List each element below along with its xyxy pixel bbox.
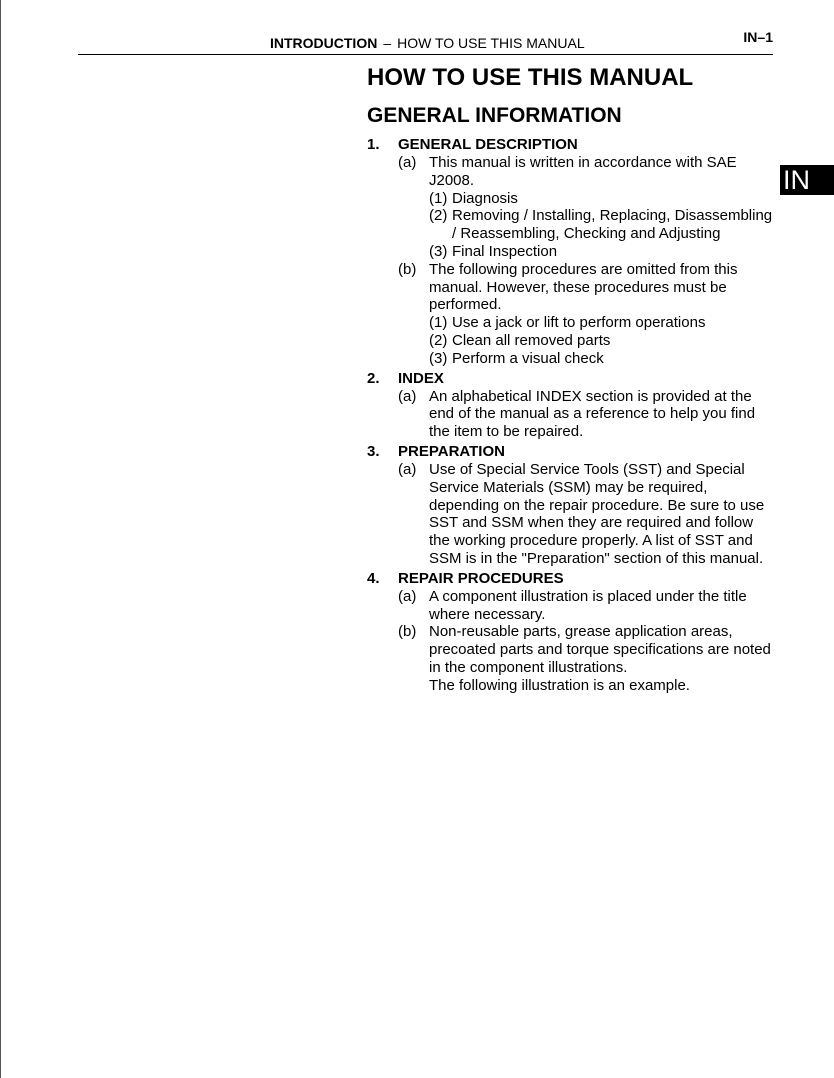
sub-item-text-line: Use a jack or lift to perform operations [452, 314, 706, 332]
section-heading-text: PREPARATION [398, 442, 505, 460]
page-number: IN–1 [743, 29, 773, 45]
sub-item-text-line: / Reassembling, Checking and Adjusting [452, 225, 721, 243]
sub-item-text-line: Final Inspection [452, 242, 558, 260]
section-number: 3. [367, 442, 380, 460]
item-text-line: J2008. [429, 171, 475, 189]
list-item [367, 261, 775, 368]
list-item [367, 388, 775, 441]
page-header [78, 28, 773, 55]
section-number: 1. [367, 136, 380, 153]
section-2 [367, 370, 775, 441]
page-subtitle: GENERAL INFORMATION [367, 104, 622, 127]
item-letter: (a) [398, 154, 417, 171]
sub-item-text-line: Clean all removed parts [452, 331, 611, 349]
item-text-line: SST and SSM when they are required and follow [429, 514, 754, 532]
section-number: 4. [367, 569, 380, 587]
sub-item-number: (2) [429, 207, 448, 225]
item-text-line: The following illustration is an example. [429, 676, 690, 694]
header-section: INTRODUCTION [270, 35, 378, 51]
item-text-line: in the component illustrations. [429, 658, 628, 676]
section-4 [367, 570, 775, 695]
item-text-line: SSM is in the "Preparation" section of this manual. [429, 549, 764, 567]
section-heading-text: INDEX [398, 369, 444, 387]
list-item [367, 154, 775, 261]
item-text-line: end of the manual as a reference to help you find [429, 405, 756, 423]
main-content [367, 62, 775, 695]
list-item [367, 588, 775, 624]
item-text-line: the item to be repaired. [429, 423, 584, 441]
section-number: 2. [367, 369, 380, 387]
section-1 [367, 136, 775, 368]
item-letter: (a) [398, 460, 417, 478]
list-item [367, 461, 775, 568]
section-heading-text: REPAIR PROCEDURES [398, 569, 564, 587]
item-text-line: precoated parts and torque specifications are noted [429, 641, 771, 659]
item-letter: (a) [398, 587, 417, 605]
section-heading-text: GENERAL DESCRIPTION [398, 136, 578, 153]
sub-item [429, 207, 775, 243]
sub-item-number: (1) [429, 314, 448, 332]
section-heading [367, 136, 775, 154]
sub-item [429, 190, 775, 208]
item-text-line: where necessary. [429, 605, 546, 623]
item-text-line: The following procedures are omitted from this [429, 260, 738, 278]
sub-item [429, 243, 775, 261]
page-title: HOW TO USE THIS MANUAL [367, 64, 694, 91]
item-text-line: performed. [429, 296, 502, 314]
section-heading [367, 443, 775, 461]
item-letter: (b) [398, 260, 417, 278]
item-text-line: This manual is written in accordance with SAE [429, 154, 737, 171]
item-letter: (b) [398, 623, 417, 641]
header-separator: – [383, 35, 392, 51]
header-title [270, 35, 585, 51]
list-item [367, 623, 775, 694]
item-text-line: A component illustration is placed under the title [429, 587, 747, 605]
sub-item-number: (3) [429, 242, 448, 260]
item-text-line: the working procedure properly. A list of SST and [429, 532, 753, 550]
item-text-line: Non-reusable parts, grease application areas, [429, 623, 733, 641]
item-text-line: depending on the repair procedure. Be sure to use [429, 496, 765, 514]
sub-item [429, 332, 775, 350]
item-text-line: Use of Special Service Tools (SST) and Special [429, 460, 745, 478]
sub-item-number: (3) [429, 349, 448, 367]
item-text-line: manual. However, these procedures must be [429, 278, 727, 296]
sub-item-number: (1) [429, 189, 448, 207]
page-left-edge [0, 0, 1, 1078]
sub-item-text-line: Perform a visual check [452, 349, 604, 367]
item-text-line: An alphabetical INDEX section is provided at the [429, 387, 752, 405]
section-list [367, 136, 775, 695]
section-heading [367, 370, 775, 388]
sub-item-text-line: Diagnosis [452, 189, 518, 207]
sub-item [429, 350, 775, 368]
item-text-line: Service Materials (SSM) may be required, [429, 478, 708, 496]
item-letter: (a) [398, 387, 417, 405]
sub-item-number: (2) [429, 331, 448, 349]
section-tab: IN [780, 165, 834, 195]
sub-item [429, 314, 775, 332]
section-heading [367, 570, 775, 588]
section-3 [367, 443, 775, 568]
sub-item-text-line: Removing / Installing, Replacing, Disassembling [452, 207, 773, 225]
header-subtitle: HOW TO USE THIS MANUAL [397, 35, 585, 51]
